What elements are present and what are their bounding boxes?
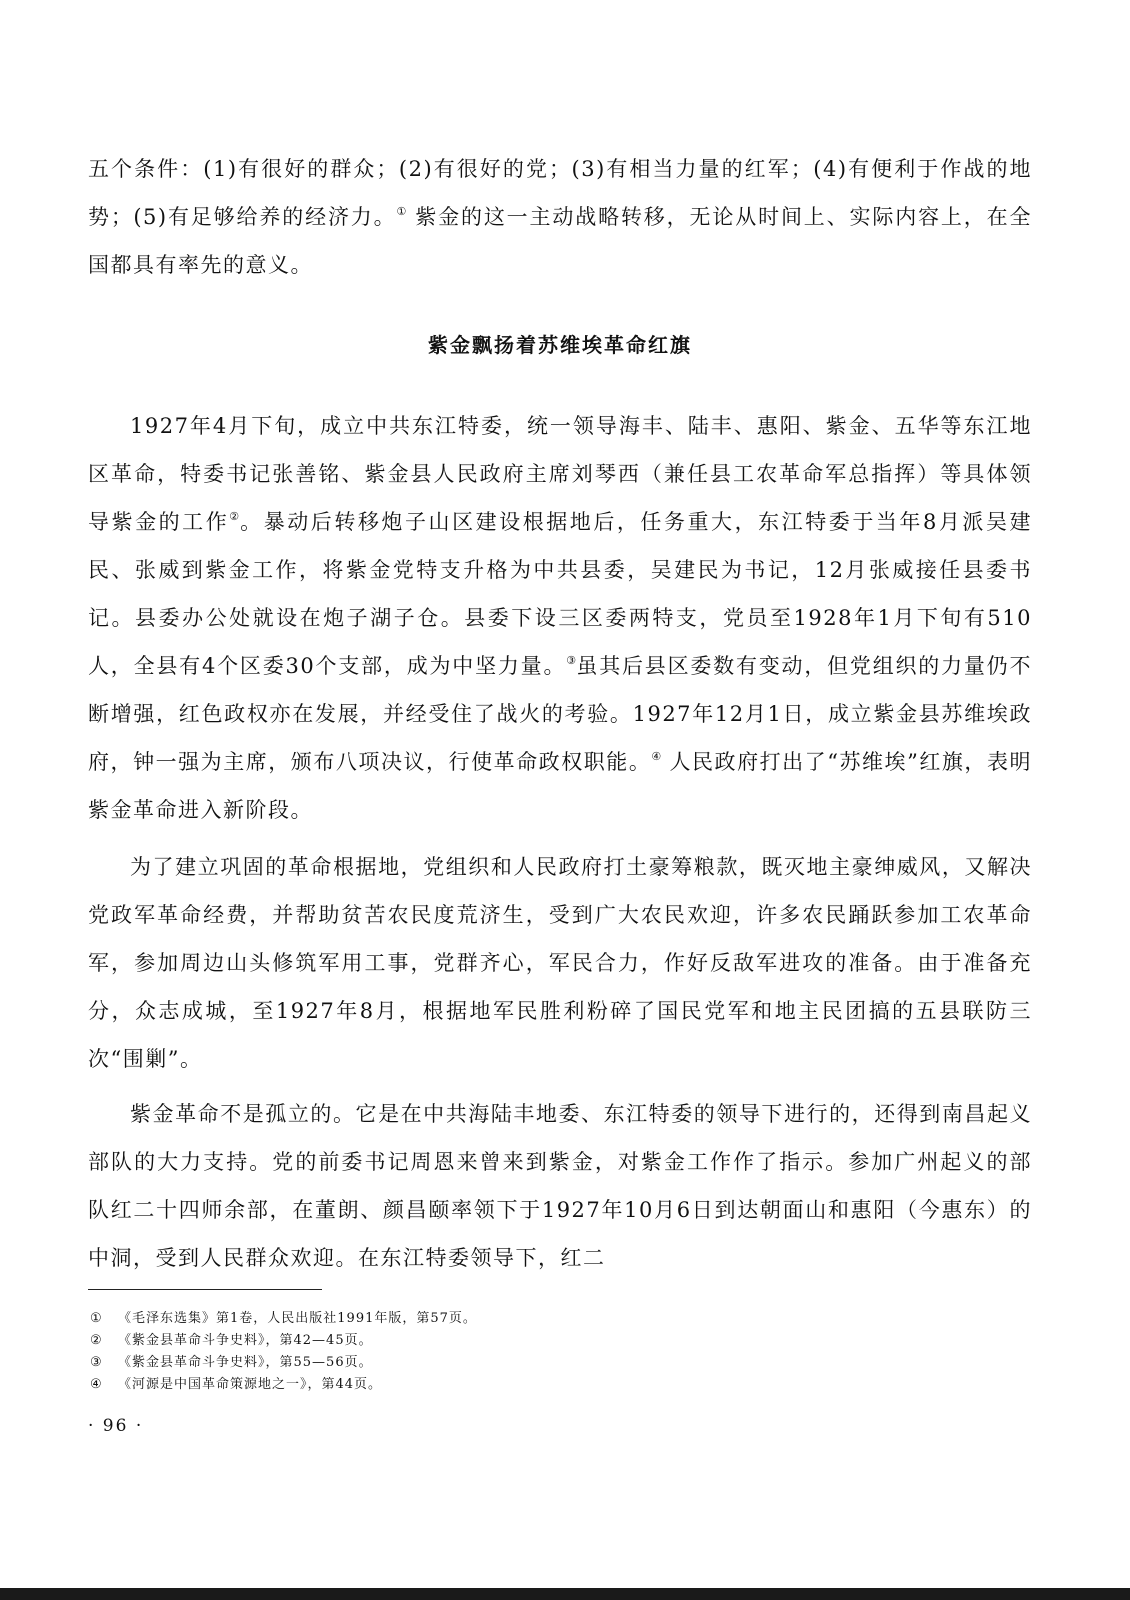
footnote-ref-1[interactable]: ① (396, 205, 407, 218)
continued-paragraph (88, 145, 1032, 289)
scan-edge-bar (0, 1588, 1130, 1600)
footnote-ref-4[interactable]: ④ (651, 750, 662, 763)
paragraph-3 (88, 1090, 1032, 1282)
section-title: 紫金飘扬着苏维埃革命红旗 (428, 333, 692, 357)
paragraph-1-part-4: 人民政府打出了“苏维埃”红旗，表明紫金革命进入新阶段。 (88, 750, 1032, 822)
footnote-1-text: 《毛泽东选集》第1卷，人民出版社1991年版，第57页。 (118, 1311, 477, 1326)
paragraph-1-part-1: 1927年4月下旬，成立中共东江特委，统一领导海丰、陆丰、惠阳、紫金、五华等东江地区革命，特委书记张善铭、紫金县人民政府主席刘琴西（兼任县工农革命军总指挥）等具体领导紫金的工作 (88, 414, 1032, 534)
footnote-3 (88, 1352, 988, 1374)
paragraph-1 (88, 402, 1032, 834)
footnote-2-text: 《紫金县革命斗争史料》，第42—45页。 (118, 1333, 373, 1348)
page-number: · 96 · (88, 1416, 144, 1436)
footnote-ref-2[interactable]: ② (229, 510, 241, 523)
footnote-4-mark: ④ (90, 1377, 103, 1392)
footnote-3-mark: ③ (90, 1355, 103, 1370)
footnote-1-mark: ① (90, 1311, 103, 1326)
footnote-3-text: 《紫金县革命斗争史料》，第55—56页。 (118, 1355, 373, 1370)
footnote-1 (88, 1308, 988, 1330)
paragraph-2 (88, 843, 1032, 1083)
footnote-4-text: 《河源是中国革命策源地之一》，第44页。 (118, 1377, 383, 1392)
paragraph-1-part-2: 。暴动后转移炮子山区建设根据地后，任务重大，东江特委于当年8月派吴建民、张威到紫金工作，将紫金党特支升格为中共县委，吴建民为书记，12月张威接任县委书记。县委办公处就设在炮子湖子仓。县委下设三区委两特支，党员至1928年1月下旬有510人，全县有4个区委30个支部，成为中坚力量。 (88, 510, 1032, 678)
footnotes (88, 1308, 988, 1396)
paragraph-2-text: 为了建立巩固的革命根据地，党组织和人民政府打土豪筹粮款，既灭地主豪绅威风，又解决党政军革命经费，并帮助贫苦农民度荒济生，受到广大农民欢迎，许多农民踊跃参加工农革命军，参加周边山头修筑军用工事，党群齐心，军民合力，作好反敌军进攻的准备。由于准备充分，众志成城，至1927年8月，根据地军民胜利粉碎了国民党军和地主民团搞的五县联防三次“围剿”。 (88, 855, 1032, 1071)
footnote-4 (88, 1374, 988, 1396)
continued-text-before: 五个条件：(1)有很好的群众；(2)有很好的党；(3)有相当力量的红军；(4)有便利于作战的地势；(5)有足够给养的经济力。 (88, 157, 1032, 229)
footnote-ref-3[interactable]: ③ (566, 654, 577, 667)
footnote-divider (88, 1289, 322, 1290)
paragraph-1-part-3: 虽其后县区委数有变动，但党组织的力量仍不断增强，红色政权亦在发展，并经受住了战火的考验。1927年12月1日，成立紫金县苏维埃政府，钟一强为主席，颁布八项决议，行使革命政权职能。 (88, 654, 1032, 774)
continued-text-after: 紫金的这一主动战略转移，无论从时间上、实际内容上，在全国都具有率先的意义。 (88, 205, 1032, 277)
footnote-2-mark: ② (90, 1333, 103, 1348)
footnote-2 (88, 1330, 988, 1352)
paragraph-3-text: 紫金革命不是孤立的。它是在中共海陆丰地委、东江特委的领导下进行的，还得到南昌起义部队的大力支持。党的前委书记周恩来曾来到紫金，对紫金工作作了指示。参加广州起义的部队红二十四师余部，在董朗、颜昌颐率领下于1927年10月6日到达朝面山和惠阳（今惠东）的中洞，受到人民群众欢迎。在东江特委领导下，红二 (88, 1102, 1032, 1270)
